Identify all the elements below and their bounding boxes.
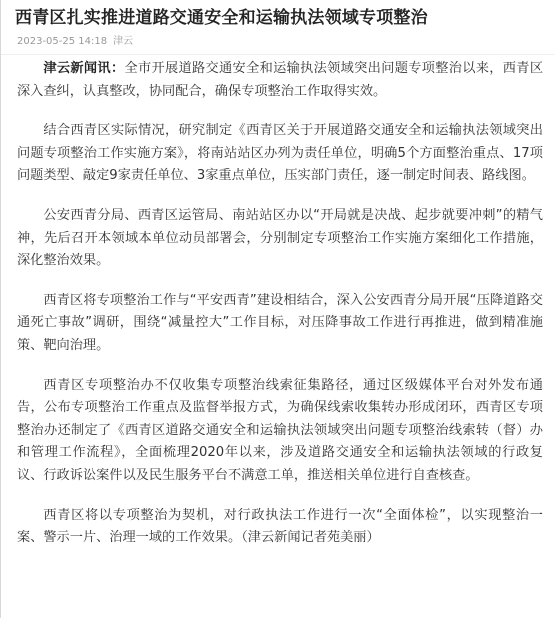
publish-date: 2023-05-25 14:18	[17, 36, 108, 47]
article-meta	[17, 34, 133, 50]
paragraph-1	[17, 58, 543, 103]
paragraph-text: 全市开展道路交通安全和运输执法领域突出问题专项整治以来，西青区深入查纠，认真整改，协同配合，确保专项整治工作取得实效。	[17, 61, 544, 99]
paragraph-6: 西青区将以专项整治为契机，对行政执法工作进行一次“全面体检”，以实现整治一案、警示一片、治理一域的工作效果。（津云新闻记者苑美丽）	[17, 507, 543, 546]
header-divider	[1, 54, 554, 55]
paragraph-5: 西青区专项整治办不仅收集专项整治线索征集路径，通过区级媒体平台对外发布通告，公布专项整治工作重点及监督举报方式，为确保线索收集转办形成闭环，西青区专项整治办还制定了《西青区道路交通安全和运输执法领域突出问题专项整治线索转（督）办和管理工作流程》，全面梳理2020年以来，涉及道路交通安全和运输执法领域的行政复议、行政诉讼案件以及民生服务平台不满意工单，推送相关单位进行自查核查。	[17, 377, 543, 483]
lead-label: 津云新闻讯：	[43, 61, 125, 76]
article-source: 津云	[113, 36, 134, 47]
article-body	[17, 58, 543, 567]
paragraph-3: 公安西青分局、西青区运管局、南站站区办以“开局就是决战、起步就要冲刺”的精气神，先后召开本领域本单位动员部署会，分别制定专项整治工作实施方案细化工作措施，深化整治效果。	[17, 207, 543, 269]
paragraph-4: 西青区将专项整治工作与“平安西青”建设相结合，深入公安西青分局开展“压降道路交通死亡事故”调研，围绕“减量控大”工作目标，对压降事故工作进行再推进，做到精准施策、靶向治理。	[17, 292, 543, 353]
paragraph-2: 结合西青区实际情况，研究制定《西青区关于开展道路交通安全和运输执法领域突出问题专项整治工作实施方案》，将南站站区办列为责任单位，明确5个方面整治重点、17项问题类型、敲定9家责任单位、3家重点单位，压实部门责任，逐一制定时间表、路线图。	[17, 123, 543, 184]
article-title: 西青区扎实推进道路交通安全和运输执法领域专项整治	[15, 8, 428, 28]
